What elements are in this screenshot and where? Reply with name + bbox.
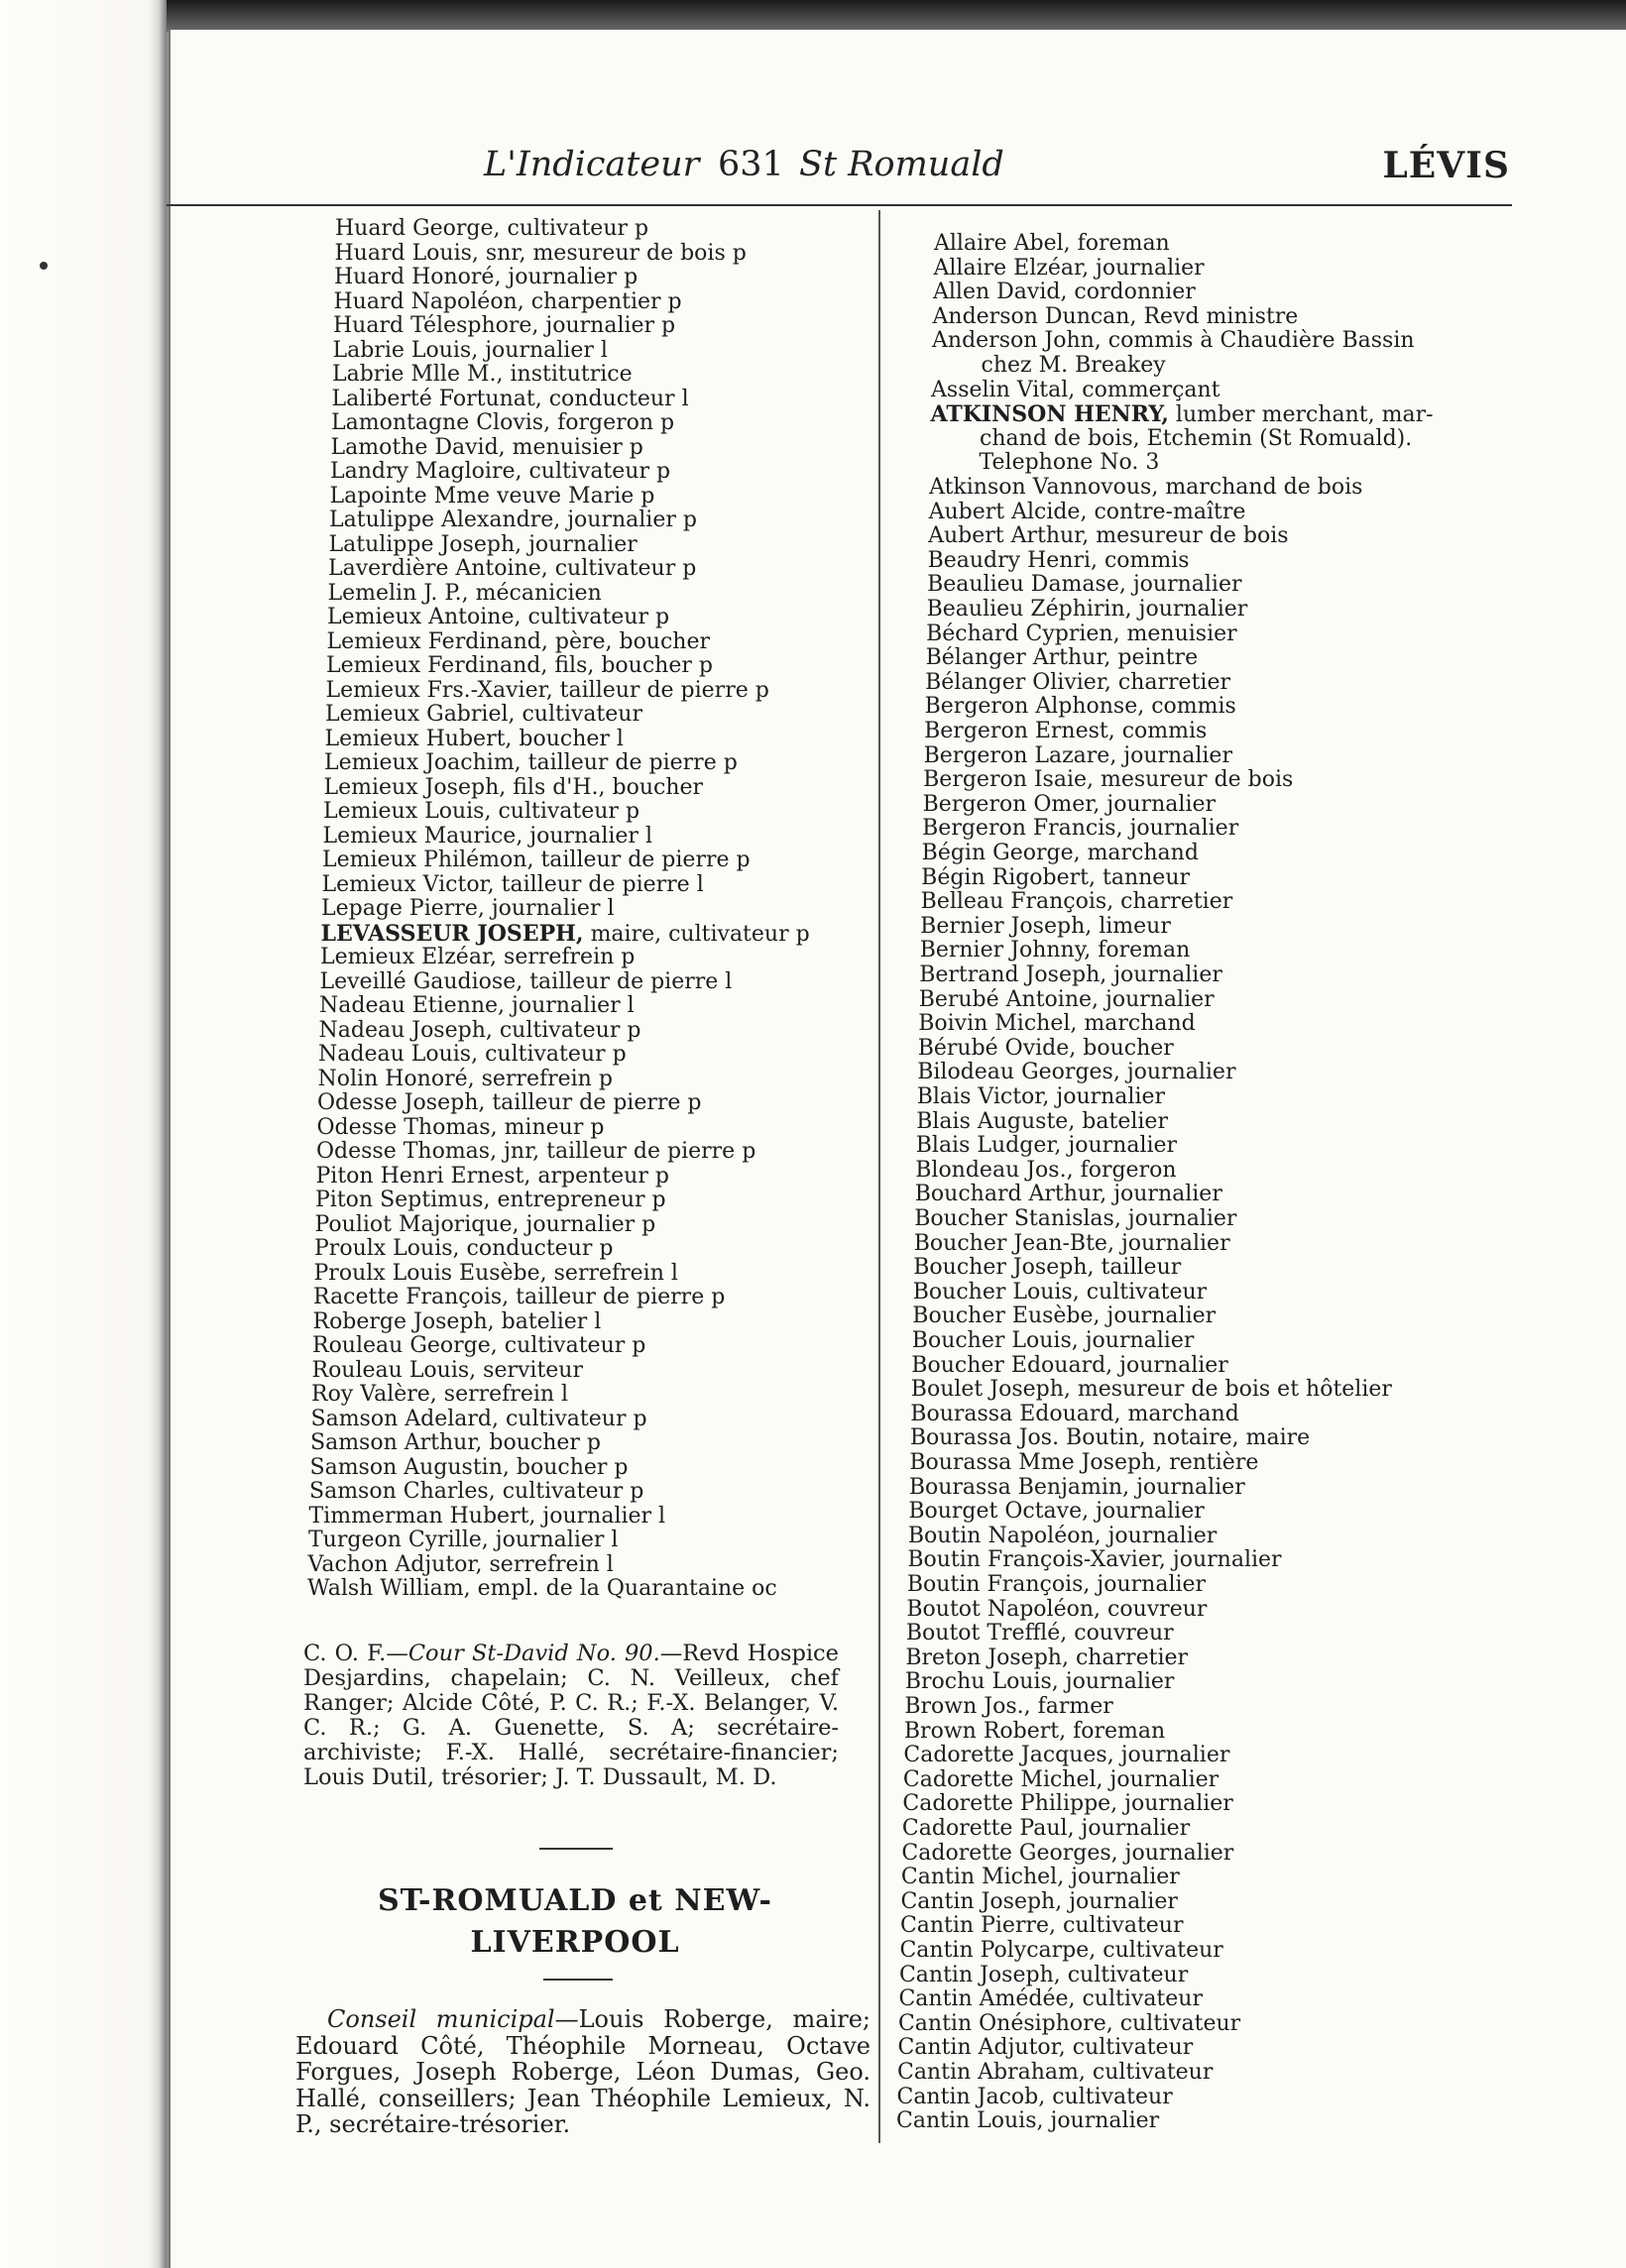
left-column-entry: Lamontagne Clovis, forgeron p (331, 410, 675, 435)
right-column-entry: Beaulieu Zéphirin, journalier (926, 597, 1248, 622)
right-column-entry: Bernier Johnny, foreman (919, 938, 1191, 964)
right-column-entry: Blondeau Jos., forgeron (915, 1157, 1177, 1183)
left-column-entry: Labrie Louis, journalier l (332, 337, 608, 363)
left-column-entry: Lemieux Frs.-Xavier, tailleur de pierre p (325, 677, 769, 703)
right-column-entry: Cantin Polycarpe, cultivateur (899, 1938, 1223, 1963)
right-column-entry: Atkinson Vannovous, marchand de bois (929, 475, 1363, 500)
right-column-entry: Aubert Arthur, mesureur de bois (928, 523, 1289, 549)
right-column-entry: Boucher Louis, cultivateur (912, 1279, 1208, 1304)
section-title-line-2: LIVERPOOL (470, 1925, 680, 1960)
right-column-entry: Cadorette Jacques, journalier (903, 1743, 1230, 1768)
right-column-entry: Cantin Michel, journalier (900, 1865, 1180, 1890)
right-column-entry: Bouchard Arthur, journalier (914, 1182, 1222, 1207)
left-column-entry: Odesse Joseph, tailleur de pierre p (317, 1090, 702, 1115)
council-paragraph: Conseil municipal—Louis Roberge, maire; Edouard Côté, Théophile Morneau, Octave Forgues, Joseph Roberge, Léon Dumas, Geo. Hallé, conseillers; Jean Théophile Lemieux, N. P., secrétaire-trésorier. (295, 2005, 871, 2138)
left-column-entry: Huard Louis, snr, mesureur de bois p (334, 240, 747, 266)
right-column-entry: Brown Jos., farmer (904, 1694, 1113, 1719)
right-column-entry: Telephone No. 3 (979, 450, 1160, 476)
left-column-entry: Lemieux Antoine, cultivateur p (327, 605, 670, 629)
right-column-entry: Cantin Joseph, cultivateur (898, 1962, 1189, 1987)
header-page-number: 631 (718, 145, 784, 184)
right-column-entry: Cadorette Georges, journalier (901, 1840, 1234, 1866)
right-column-entry: Bélanger Olivier, charretier (925, 669, 1230, 695)
left-column-entry: Lemieux Gabriel, cultivateur (325, 702, 642, 727)
right-column-entry: Boucher Eusèbe, journalier (912, 1304, 1217, 1329)
right-column-entry: Cantin Amédée, cultivateur (898, 1986, 1203, 2012)
right-column-entry: Béchard Cyprien, menuisier (926, 621, 1237, 646)
left-column-entry: Proulx Louis Eusèbe, serrefrein l (313, 1260, 678, 1286)
right-column-entry: Boucher Stanislas, journalier (914, 1206, 1237, 1231)
right-column-entry: Blais Ludger, journalier (915, 1133, 1178, 1159)
left-column-entry: Lemieux Maurice, journalier l (322, 823, 652, 849)
right-column-entry: ATKINSON HENRY, lumber merchant, mar- (930, 401, 1434, 428)
left-column-entry: Samson Arthur, boucher p (310, 1430, 602, 1455)
right-column-entry: Bergeron Francis, journalier (922, 816, 1239, 842)
left-column-entry: Piton Henri Ernest, arpenteur p (315, 1163, 669, 1189)
ink-dot (40, 262, 48, 270)
right-column-entry: Bernier Joseph, limeur (920, 913, 1171, 939)
right-column-entry: Allen David, cordonnier (933, 280, 1196, 305)
right-column-entry: Blais Victor, journalier (916, 1084, 1166, 1109)
right-column-entry: Berubé Antoine, journalier (918, 986, 1215, 1012)
left-column-entry: Huard Télesphore, journalier p (333, 313, 676, 338)
right-column-entry: Allaire Abel, foreman (934, 231, 1170, 256)
right-column-entry: Bilodeau Georges, journalier (917, 1060, 1236, 1085)
section-rule-bottom (543, 1979, 613, 1981)
left-column-entry: Lemieux Louis, cultivateur p (323, 799, 640, 824)
right-column-entry: Boucher Joseph, tailleur (913, 1255, 1182, 1281)
left-column-entry: Nolin Honoré, serrefrein p (317, 1066, 613, 1091)
left-column-entry: Leveillé Gaudiose, tailleur de pierre l (319, 968, 733, 994)
right-column-entry: Bergeron Alphonse, commis (924, 694, 1236, 720)
right-column-entry: Cantin Pierre, cultivateur (899, 1913, 1184, 1939)
left-column-entry: Landry Magloire, cultivateur p (330, 459, 671, 484)
left-column-entry: Lemieux Philémon, tailleur de pierre p (322, 848, 751, 872)
left-column-entry: Lemieux Elzéar, serrefrein p (320, 945, 636, 969)
left-column-entry: Huard George, cultivateur p (335, 216, 649, 241)
right-column-entry: Cadorette Paul, journalier (901, 1816, 1191, 1841)
left-column-entry: Roberge Joseph, batelier l (312, 1308, 602, 1334)
left-column-entry: Lemieux Joachim, tailleur de pierre p (324, 750, 738, 775)
right-column-entry: Brochu Louis, journalier (904, 1669, 1175, 1695)
right-column-entry: Bégin Rigobert, tanneur (921, 864, 1190, 890)
right-column-entry: Bégin George, marchand (921, 841, 1199, 865)
right-column-entry: Asselin Vital, commerçant (931, 377, 1220, 402)
left-column-entry: Pouliot Majorique, journalier p (314, 1211, 656, 1237)
right-column-entry: Boutin François, journalier (906, 1572, 1207, 1597)
left-column-entry: Lemieux Hubert, boucher l (324, 726, 624, 751)
left-column-entry: Nadeau Etienne, journalier l (319, 993, 635, 1018)
header-publication: L'Indicateur (484, 145, 700, 184)
right-column-entry: Belleau François, charretier (920, 889, 1233, 915)
left-column-entry: Labrie Mlle M., institutrice (332, 362, 633, 387)
left-column-entry: Samson Augustin, boucher p (309, 1454, 629, 1480)
scan-border (167, 0, 1626, 32)
right-column-entry: Bergeron Lazare, journalier (923, 742, 1232, 768)
left-column-entry: Lemelin J. P., mécanicien (327, 580, 602, 606)
right-column-entry: Bélanger Arthur, peintre (925, 645, 1199, 671)
right-column-entry: Cantin Abraham, cultivateur (896, 2060, 1214, 2085)
left-column-entry: Piton Septimus, entrepreneur p (315, 1188, 666, 1212)
right-column-entry: Cantin Joseph, journalier (900, 1888, 1178, 1914)
left-column-entry: Rouleau Louis, serviteur (311, 1357, 583, 1383)
right-column-entry: chand de bois, Etchemin (St Romuald). (980, 425, 1413, 451)
left-column-entry: Laliberté Fortunat, conducteur l (331, 386, 689, 411)
right-column-entry: Cantin Jacob, cultivateur (896, 2084, 1173, 2109)
right-column-entry: Cantin Louis, journalier (896, 2108, 1160, 2134)
header-county: LÉVIS (1382, 145, 1510, 186)
right-column-entry: Bérubé Ovide, boucher (917, 1035, 1174, 1061)
left-column-entry: Walsh William, empl. de la Quarantaine oc (307, 1576, 777, 1601)
right-column-entry: Cadorette Michel, journalier (902, 1766, 1220, 1792)
left-column-entry: Nadeau Louis, cultivateur p (318, 1042, 627, 1067)
right-column-entry: Anderson Duncan, Revd ministre (932, 303, 1299, 329)
right-column-entry: Bergeron Isaie, mesureur de bois (923, 767, 1294, 793)
right-column-entry: Beaudry Henri, commis (927, 547, 1190, 573)
right-column-entry: Cantin Adjutor, cultivateur (897, 2035, 1194, 2061)
left-column-entry: LEVASSEUR JOSEPH, maire, cultivateur p (320, 920, 810, 947)
right-column-entry: Blais Auguste, batelier (916, 1108, 1168, 1134)
adjacent-page-margin (0, 0, 167, 2268)
left-column-entry: Lepage Pierre, journalier l (321, 896, 615, 921)
right-column-entry: Aubert Alcide, contre-maître (928, 499, 1246, 524)
right-column-entry: Boutot Napoléon, couvreur (906, 1596, 1208, 1622)
left-column-entry: Latulippe Joseph, journalier (328, 531, 638, 557)
section-rule-top (539, 1848, 613, 1850)
right-column-entry: Cadorette Philippe, journalier (902, 1791, 1233, 1817)
right-column-entry: Bourget Octave, journalier (908, 1499, 1205, 1525)
left-column-entry: Odesse Thomas, jnr, tailleur de pierre p (316, 1139, 756, 1164)
left-column-entry: Lemieux Ferdinand, père, boucher (326, 628, 711, 654)
right-column-entry: Bourassa Benjamin, journalier (908, 1474, 1245, 1500)
right-column-entry: Boulet Joseph, mesureur de bois et hôtelier (910, 1377, 1392, 1403)
left-column-entry: Racette François, tailleur de pierre p (313, 1285, 726, 1309)
cof-paragraph: C. O. F.—Cour St-David No. 90.—Revd Hospice Desjardins, chapelain; C. N. Veilleux, chef Ranger; Alcide Côté, P. C. R.; F.-X. Belanger, V. C. R.; G. A. Guenette, S. A; secrétaire-archiviste; F.-X. Hallé, secrétaire-financier; Louis Dutil, trésorier; J. T. Dussault, M. D. (303, 1641, 839, 1790)
left-column-entry: Latulippe Alexandre, journalier p (329, 508, 697, 532)
left-column-entry: Laverdière Antoine, cultivateur p (328, 556, 697, 581)
right-column-entry: Allaire Elzéar, journalier (933, 255, 1205, 281)
right-column-entry: Bergeron Ernest, commis (924, 719, 1208, 743)
left-column-entry: Lapointe Mme veuve Marie p (329, 483, 655, 509)
right-column-entry: Boutin Napoléon, journalier (907, 1523, 1218, 1548)
left-column-entry: Huard Napoléon, charpentier p (333, 288, 682, 314)
right-column-entry: Anderson John, commis à Chaudière Bassin (932, 328, 1415, 354)
left-column-entry: Huard Honoré, journalier p (334, 265, 639, 289)
right-column-entry: Cantin Onésiphore, cultivateur (897, 2010, 1241, 2036)
right-column-entry: Boucher Jean-Bte, journalier (913, 1230, 1230, 1256)
right-column-entry: Beaulieu Damase, journalier (927, 572, 1242, 598)
left-column-entry: Roy Valère, serrefrein l (311, 1382, 569, 1407)
right-column-entry: Boivin Michel, marchand (918, 1011, 1196, 1037)
right-column-entry: Bourassa Mme Joseph, rentière (909, 1450, 1259, 1475)
left-column-entry: Lamothe David, menuisier p (330, 434, 643, 460)
right-column-entry: Bourassa Edouard, marchand (910, 1401, 1239, 1426)
left-column-entry: Lemieux Joseph, fils d'H., boucher (323, 774, 704, 800)
left-column-entry: Odesse Thomas, mineur p (316, 1114, 605, 1140)
right-column-entry: Bourassa Jos. Boutin, notaire, maire (909, 1425, 1311, 1451)
column-divider (878, 210, 880, 2143)
right-column-entry: Breton Joseph, charretier (905, 1644, 1189, 1670)
left-column-entry: Rouleau George, cultivateur p (312, 1333, 646, 1358)
right-column-entry: Brown Robert, foreman (903, 1718, 1166, 1744)
header-place: St Romuald (799, 145, 1004, 184)
right-column-entry: Boutot Trefflé, couvreur (905, 1621, 1174, 1646)
page-header (167, 145, 1512, 206)
left-column-entry: Lemieux Victor, tailleur de pierre l (321, 871, 704, 897)
right-column-entry: Bergeron Omer, journalier (922, 791, 1217, 817)
right-column-entry: Boucher Edouard, journalier (911, 1352, 1228, 1378)
section-title-line-1: ST-ROMUALD et NEW- (378, 1883, 772, 1918)
right-column-entry: Boucher Louis, journalier (911, 1328, 1195, 1353)
left-column-entry: Turgeon Cyrille, journalier l (308, 1528, 619, 1552)
left-column-entry: Vachon Adjutor, serrefrein l (307, 1551, 614, 1577)
left-column-entry: Lemieux Ferdinand, fils, boucher p (326, 653, 713, 678)
right-column-entry: Boutin François-Xavier, journalier (907, 1547, 1282, 1573)
left-column-entry: Samson Adelard, cultivateur p (310, 1406, 647, 1431)
right-column-entry: Bertrand Joseph, journalier (919, 963, 1222, 987)
left-column-entry: Timmerman Hubert, journalier l (308, 1503, 666, 1529)
left-column-entry: Proulx Louis, conducteur p (314, 1236, 614, 1261)
left-column-entry: Samson Charles, cultivateur p (309, 1479, 644, 1504)
left-column-entry: Nadeau Joseph, cultivateur p (318, 1017, 641, 1043)
right-column-entry: chez M. Breakey (981, 353, 1166, 378)
